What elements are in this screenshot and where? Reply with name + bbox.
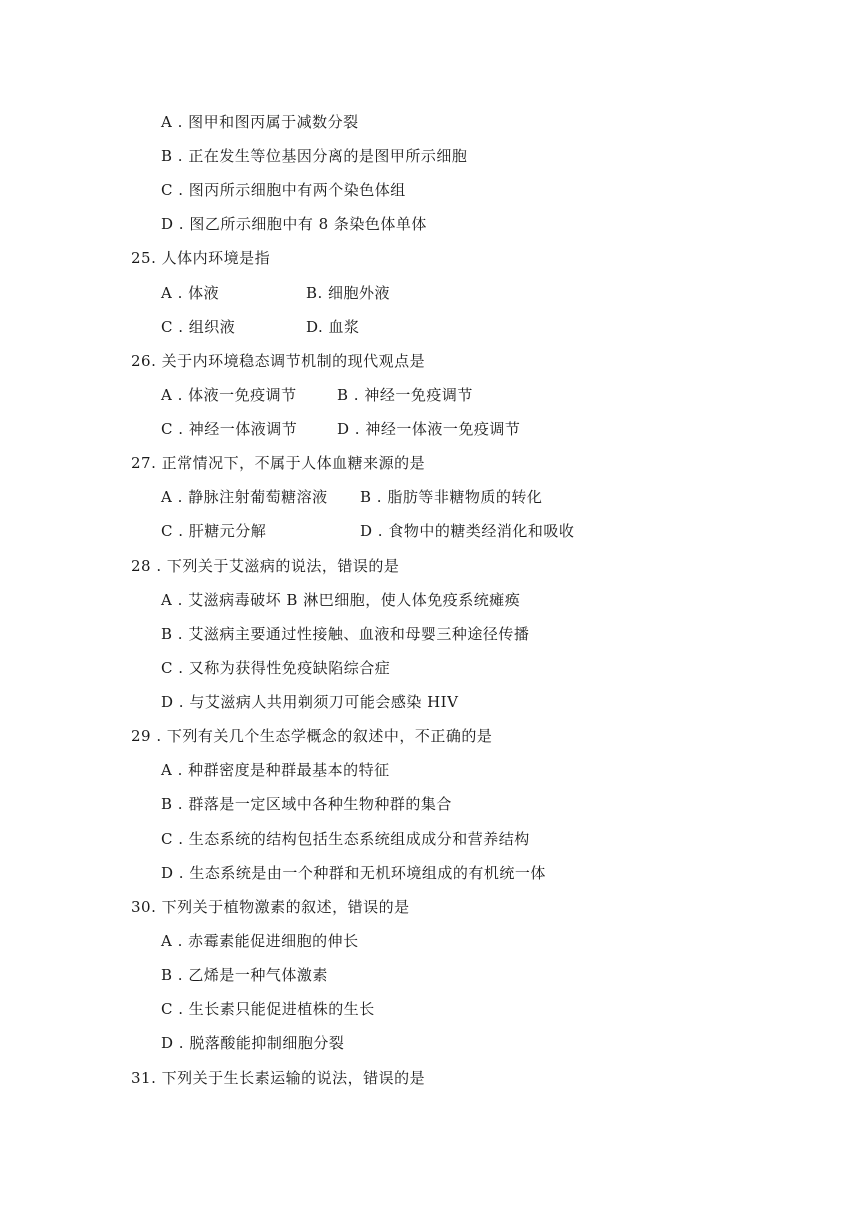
q25-option-c: C . 组织液 — [161, 318, 236, 336]
q24-option-b: B . 正在发生等位基因分离的是图甲所示细胞 — [161, 147, 468, 165]
q25-stem: 25. 人体内环境是指 — [131, 249, 271, 267]
q29-stem: 29 . 下列有关几个生态学概念的叙述中，不正确的是 — [131, 727, 493, 745]
q28-option-b: B . 艾滋病主要通过性接触、血液和母婴三种途径传播 — [161, 625, 530, 643]
q25-option-b: B. 细胞外液 — [306, 284, 391, 302]
q25-option-a: A . 体液 — [161, 284, 220, 302]
q30-option-b: B . 乙烯是一种气体激素 — [161, 966, 328, 984]
q30-option-c: C . 生长素只能促进植株的生长 — [161, 1000, 375, 1018]
q29-option-a: A . 种群密度是种群最基本的特征 — [161, 761, 390, 779]
q26-option-a: A . 体液一免疫调节 — [161, 386, 297, 404]
q26-option-c: C . 神经一体液调节 — [161, 420, 298, 438]
q27-option-a: A . 静脉注射葡萄糖溶液 — [161, 488, 328, 506]
q25-option-d: D. 血浆 — [306, 318, 360, 336]
q29-option-b: B . 群落是一定区域中各种生物种群的集合 — [161, 795, 452, 813]
q27-stem: 27. 正常情况下，不属于人体血糖来源的是 — [131, 454, 426, 472]
q24-option-d: D . 图乙所示细胞中有 8 条染色体单体 — [161, 215, 427, 233]
q24-option-a: A . 图甲和图丙属于减数分裂 — [161, 113, 359, 131]
q24-option-c: C . 图丙所示细胞中有两个染色体组 — [161, 181, 406, 199]
q28-option-c: C . 又称为获得性免疫缺陷综合症 — [161, 659, 391, 677]
q29-option-c: C . 生态系统的结构包括生态系统组成成分和营养结构 — [161, 830, 530, 848]
q30-stem: 30. 下列关于植物激素的叙述，错误的是 — [131, 898, 410, 916]
q28-option-a: A . 艾滋病毒破坏 B 淋巴细胞，使人体免疫系统瘫痪 — [161, 591, 521, 609]
q26-stem: 26. 关于内环境稳态调节机制的现代观点是 — [131, 352, 426, 370]
q27-option-c: C . 肝糖元分解 — [161, 522, 267, 540]
q30-option-d: D . 脱落酸能抑制细胞分裂 — [161, 1034, 345, 1052]
q28-stem: 28 . 下列关于艾滋病的说法，错误的是 — [131, 557, 400, 575]
q27-option-d: D . 食物中的糖类经消化和吸收 — [360, 522, 575, 540]
q30-option-a: A . 赤霉素能促进细胞的伸长 — [161, 932, 359, 950]
q28-option-d: D . 与艾滋病人共用剃须刀可能会感染 HIV — [161, 693, 459, 711]
q31-stem: 31. 下列关于生长素运输的说法，错误的是 — [131, 1069, 426, 1087]
q27-option-b: B . 脂肪等非糖物质的转化 — [360, 488, 543, 506]
q26-option-b: B . 神经一免疫调节 — [337, 386, 473, 404]
q26-option-d: D . 神经一体液一免疫调节 — [337, 420, 521, 438]
q29-option-d: D . 生态系统是由一个种群和无机环境组成的有机统一体 — [161, 864, 546, 882]
